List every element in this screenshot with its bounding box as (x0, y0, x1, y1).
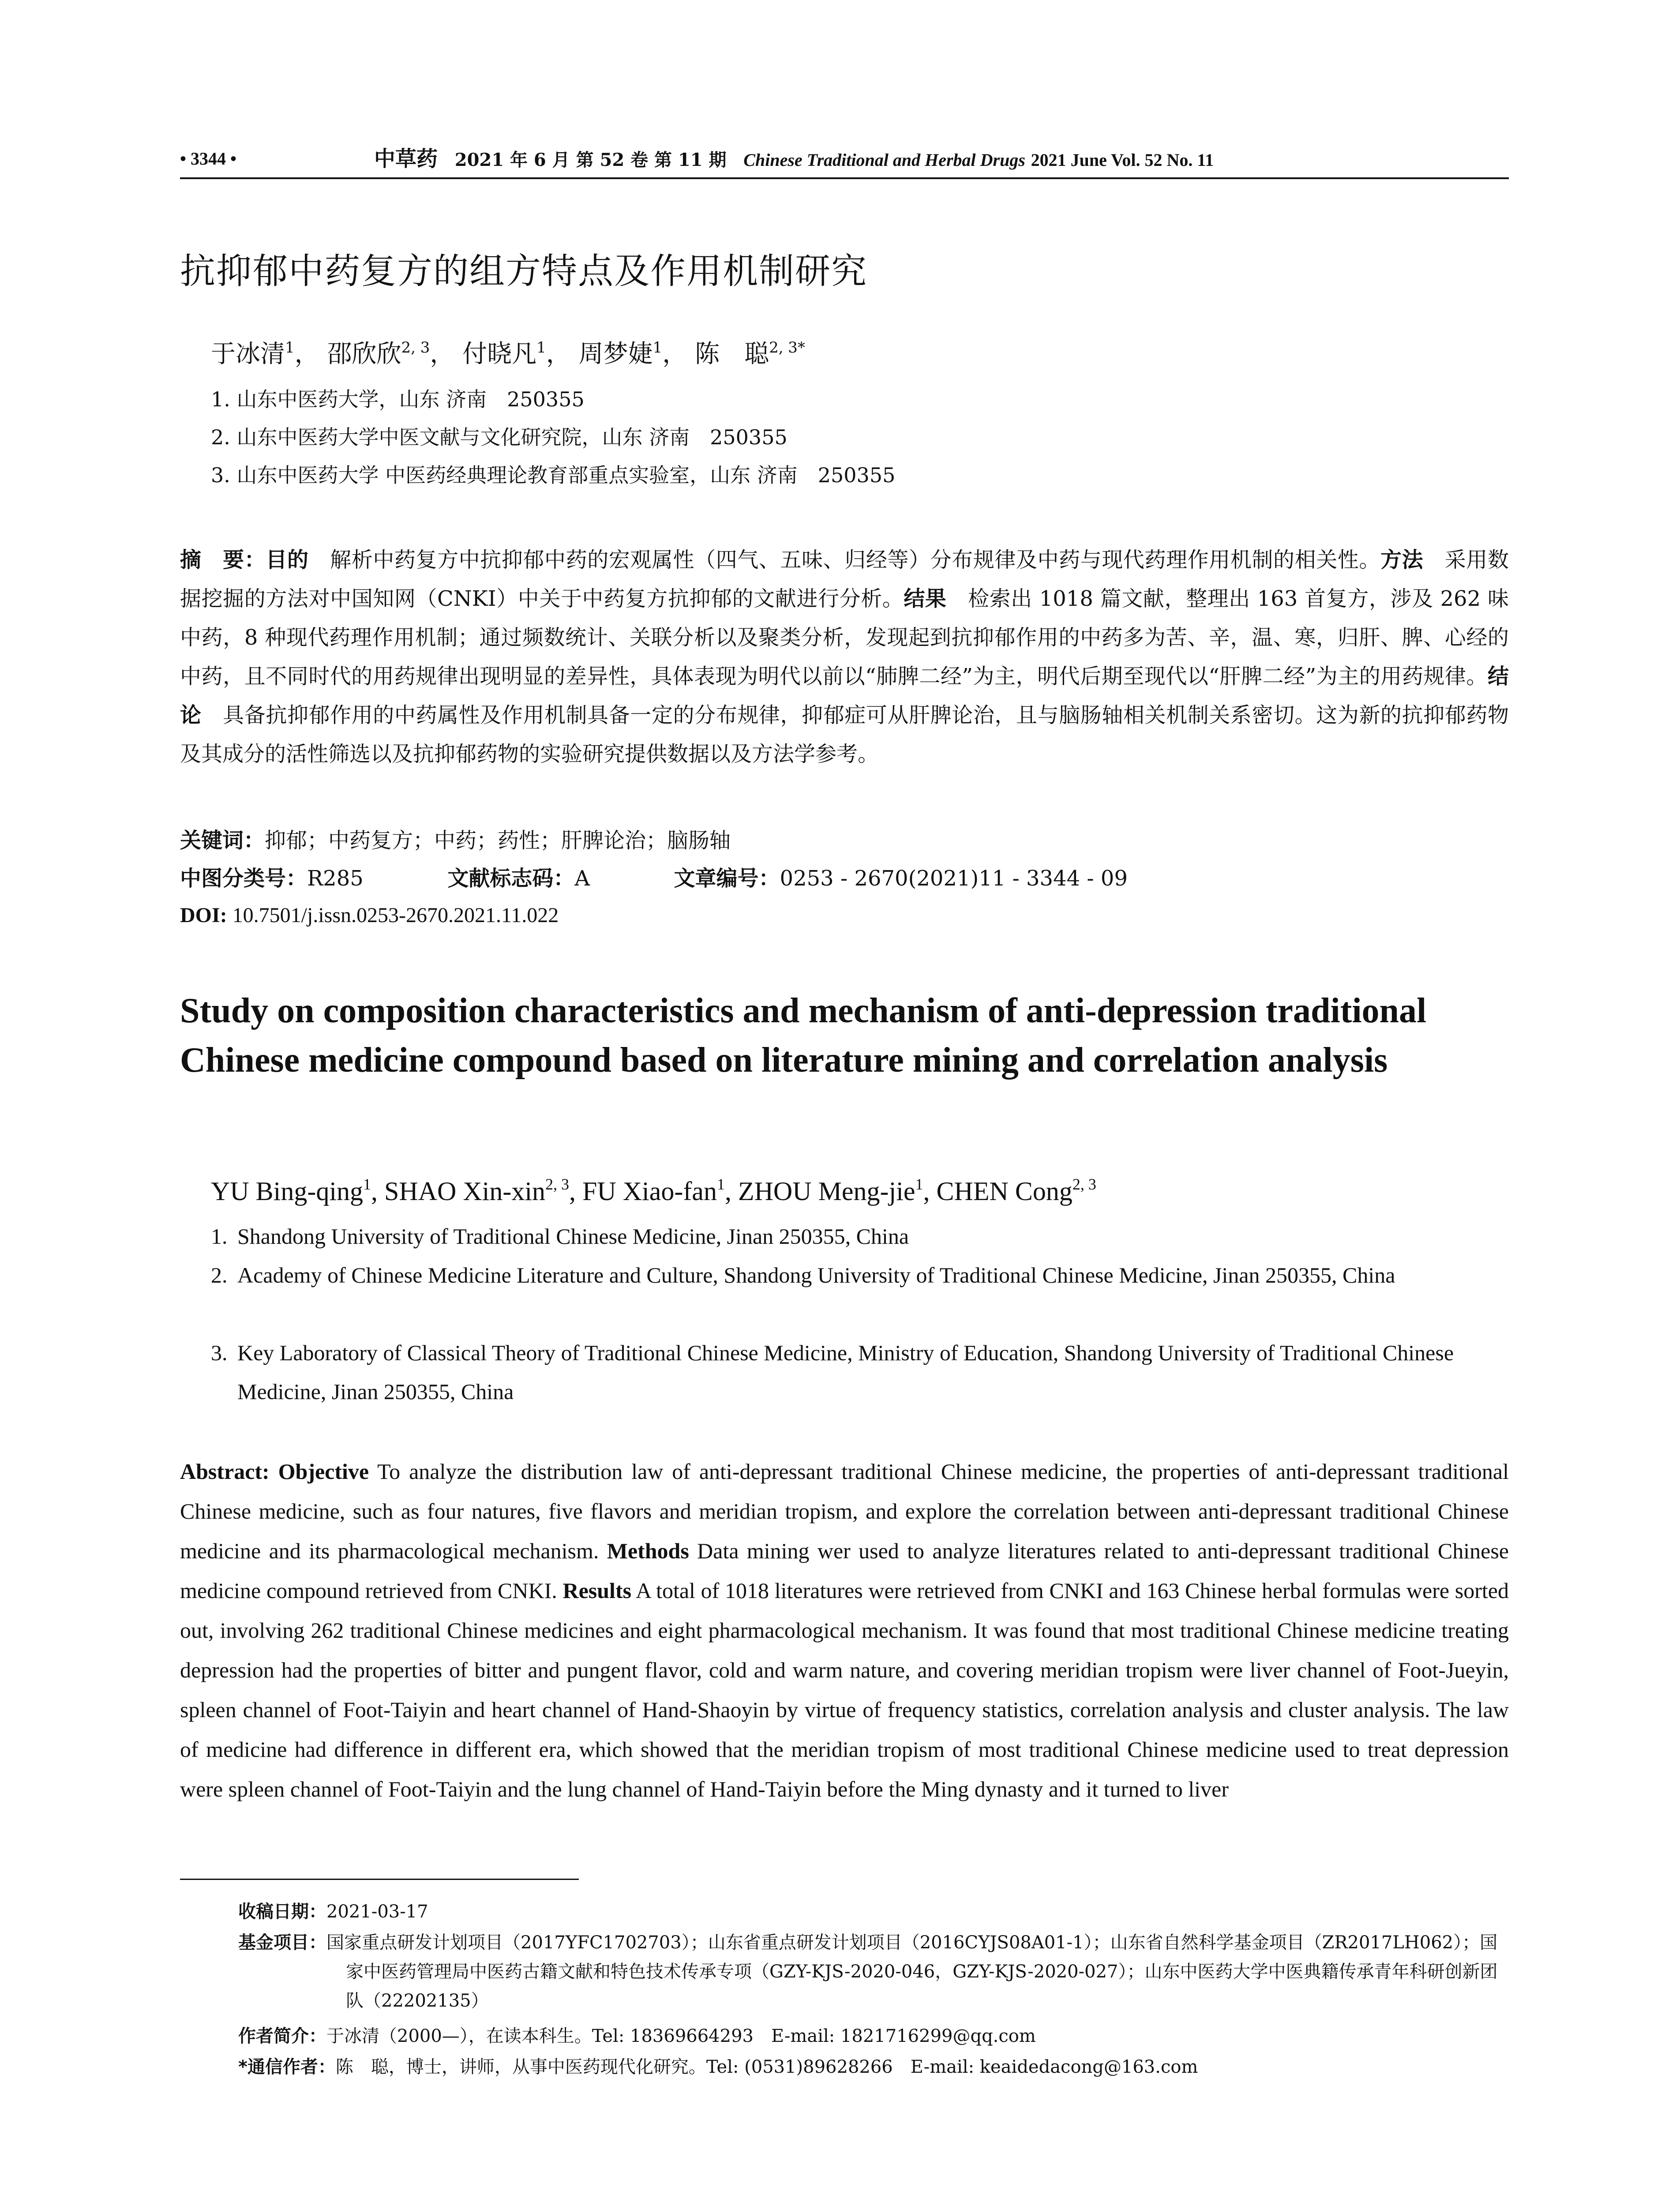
running-header (180, 146, 1509, 172)
en-objective-label: Objective (278, 1459, 369, 1484)
cn-conclusion-text: 具备抗抑郁作用的中药属性及作用机制具备一定的分布规律，抑郁症可从肝脾论治，且与脑肠轴相关机制关系密切。这为新的抗抑郁药物及其成分的活性筛选以及抗抑郁药物的实验研究提供数据以及方法学参考。 (180, 703, 1509, 766)
journal-name-en: Chinese Traditional and Herbal Drugs (743, 150, 1025, 170)
en-methods-label: Methods (607, 1538, 689, 1563)
cn-affiliation: 1. 山东中医药大学，山东 济南 250355 (211, 387, 585, 411)
en-author: CHEN Cong$^{2, 3}$ (936, 1175, 1096, 1206)
en-affiliation: 3. Key Laboratory of Classical Theory of Traditional Chinese Medicine, Ministry of Education, Shandong University of Traditional Chinese Medicine, Jinan 250355, China (211, 1340, 1454, 1404)
cn-results-text: 检索出 1018 篇文献，整理出 163 首复方，涉及 262 味中药，8 种现代药理作用机制；通过频数统计、关联分析以及聚类分析，发现起到抗抑郁作用的中药多为苦、辛，温、寒，归肝、脾、心经的中药，且不同时代的用药规律出现明显的差异性，具体表现为明代以前以“肺脾二经”为主，明代后期至现代以“肝脾二经”为主的用药规律。 (180, 586, 1509, 689)
cn-author: 付晓凡$^1$ (462, 339, 546, 368)
cn-title: 抗抑郁中药复方的组方特点及作用机制研究 (180, 251, 867, 292)
en-objective-text: To analyze the distribution law of anti-depressant traditional Chinese medicine, the properties of anti-depressant traditional Chinese medicine, such as four natures, five flavors and meridian tropism, and explore the correlation between anti-depressant traditional Chinese medicine and its pharmacological mechanism. (180, 1459, 1509, 1563)
header-rule (180, 177, 1509, 179)
doi-line (180, 900, 559, 931)
en-results-text: A total of 1018 literatures were retrieved from CNKI and 163 Chinese herbal formulas were sorted out, involving 262 traditional Chinese medicines and eight pharmacological mechanism. It was found that most traditional Chinese medicine treating depression had the properties of bitter and pungent flavor, cold and warm nature, and covering meridian tropism were liver channel of Foot-Jueyin, spleen channel of Foot-Taiyin and heart channel of Hand-Shaoyin by virtue of frequency statistics, correlation analysis and cluster analysis. The law of medicine had difference in different era, which showed that the meridian tropism of most traditional Chinese medicine used to treat depression were spleen channel of Foot-Taiyin and the lung channel of Hand-Taiyin before the Ming dynasty and it turned to liver (180, 1578, 1509, 1801)
cn-affiliation: 3. 山东中医药大学 中医药经典理论教育部重点实验室，山东 济南 250355 (211, 463, 896, 487)
journal-issue-en: 2021 June Vol. 52 No. 11 (1031, 150, 1214, 170)
doi-label: DOI: (180, 904, 227, 927)
doi-value[interactable]: 10.7501/j.issn.0253-2670.2021.11.022 (227, 904, 559, 927)
en-affiliation: 1. Shandong University of Traditional Chinese Medicine, Jinan 250355, China (211, 1224, 909, 1249)
article-no-value: 0253 - 2670(2021)11 - 3344 - 09 (780, 866, 1128, 891)
cn-author: 邵欣欣$^{2, 3}$ (327, 339, 430, 368)
en-title: Study on composition characteristics and mechanism of anti-depression traditional Chinese medicine compound based on literature mining and correlation analysis (180, 991, 1427, 1080)
en-author: ZHOU Meng-jie$^1$, (738, 1175, 937, 1206)
en-methods-text: Data mining wer used to analyze literatures related to anti-depressant traditional Chinese medicine compound retrieved from CNKI. (180, 1538, 1509, 1603)
cn-methods-text: 采用数据挖掘的方法对中国知网（CNKI）中关于中药复方抗抑郁的文献进行分析。 (180, 548, 1509, 611)
en-results-label: Results (562, 1578, 632, 1603)
cn-abstract (180, 540, 1509, 773)
footnote-author: 作者简介：于冰清（2000—），在读本科生。Tel: 18369664293 E-mail: 1821716299@qq.com (238, 2026, 1036, 2046)
en-affiliation: 2. Academy of Chinese Medicine Literature and Culture, Shandong University of Traditional Chinese Medicine, Jinan 250355, China (211, 1263, 1395, 1287)
article-no-label: 文章编号： (674, 866, 780, 891)
footnote-received: 收稿日期：2021-03-17 (238, 1902, 428, 1922)
cn-conclusion-label: 结论 (180, 664, 1509, 728)
footnote-corresponding: *通信作者：陈 聪，博士，讲师，从事中医药现代化研究。Tel: (0531)89628266 E-mail: keaidedacong@163.com (238, 2057, 1198, 2077)
cn-author: 周梦婕$^1$ (578, 339, 663, 368)
cn-objective-text: 解析中药复方中抗抑郁中药的宏观属性（四气、五味、归经等）分布规律及中药与现代药理作用机制的相关性。 (308, 548, 1380, 572)
cn-affiliation: 2. 山东中医药大学中医文献与文化研究院，山东 济南 250355 (211, 425, 788, 449)
footnote-fund: 基金项目：国家重点研发计划项目（2017YFC1702703）；山东省重点研发计划项目（2016CYJS08A01-1）；山东省自然科学基金项目（ZR2017LH062）；国家中医药管理局中医药古籍文献和特色技术传承专项（GZY-KJS-2020-046，GZY-KJS-2020-027）；山东中医药大学中医典籍传承青年科研创新团队（22202135） (238, 1932, 1498, 2011)
doc-code-value: A (574, 866, 590, 891)
en-author: FU Xiao-fan$^1$, (582, 1175, 738, 1206)
clc-value: R285 (307, 866, 364, 891)
cn-objective-label: 目的 (266, 548, 309, 572)
journal-name-cn: 中草药 (374, 146, 438, 171)
footnote-rule (180, 1879, 579, 1880)
journal-issue-cn: 2021 年 6 月 第 52 卷 第 11 期 (454, 150, 727, 170)
journal-line (374, 146, 1214, 173)
cn-author: 陈 聪$^{2, 3*}$ (695, 339, 805, 368)
en-abstract-label: Abstract: (180, 1459, 270, 1484)
cn-author-list: 于冰清$^1$， 邵欣欣$^{2, 3}$， 付晓凡$^1$， 周梦婕$^1$， 陈 聪$^{2, 3*}$ (211, 339, 805, 368)
clc-label: 中图分类号： (180, 866, 308, 891)
page-number: • 3344 • (180, 149, 237, 169)
en-author-list (211, 1171, 1096, 1211)
cn-methods-label: 方法 (1380, 548, 1424, 572)
cn-results-label: 结果 (904, 586, 947, 611)
cn-abstract-label: 摘 要： (180, 548, 266, 572)
en-author: SHAO Xin-xin$^{2, 3}$, (384, 1175, 583, 1206)
cn-author: 于冰清$^1$ (211, 339, 295, 368)
doc-code-label: 文献标志码： (447, 866, 575, 891)
en-abstract (180, 1452, 1509, 1809)
cn-classification (180, 863, 1128, 894)
cn-keywords: 关键词：抑郁；中药复方；中药；药性；肝脾论治；脑肠轴 (180, 828, 731, 853)
en-author: YU Bing-qing$^1$, (211, 1175, 384, 1206)
